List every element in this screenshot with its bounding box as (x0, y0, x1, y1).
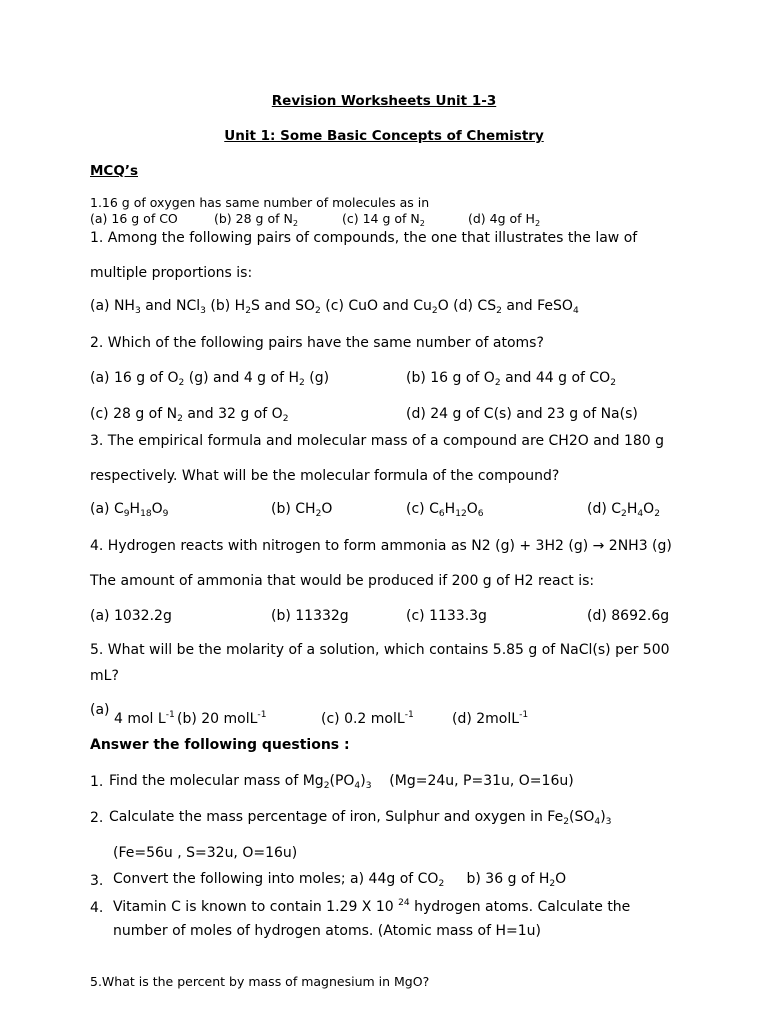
mcq4-option-a: (a) 1032.2g (90, 608, 172, 624)
mcq1-question-line1: 1. Among the following pairs of compounds, the one that illustrates the law of (90, 230, 638, 246)
mcq5-option-c: (c) 0.2 molL$^{-1}$ (321, 710, 414, 727)
unit-title: Unit 1: Some Basic Concepts of Chemistry (224, 128, 544, 144)
mcq5-option-d: (d) 2molL$^{-1}$ (452, 710, 529, 727)
mcq3-question-line1: 3. The empirical formula and molecular mass of a compound are CH2O and 180 g (90, 433, 665, 449)
answer-section-heading: Answer the following questions : (90, 737, 350, 753)
mcq2-option-b: (b) 16 g of $O_2$ and 44 g of $CO_2$ (406, 370, 617, 388)
answer-q1-text: Find the molecular mass of $Mg_2(PO_4)_3$ (Mg=24u, P=31u, O=16u) (109, 773, 574, 791)
mcq2-option-d: (d) 24 g of C(s) and 23 g of Na(s) (406, 406, 638, 422)
answer-q3-text: Convert the following into moles; a) 44g of $CO_2$ b) 36 g of $H_2O$ (113, 871, 567, 889)
mcq3-option-a: (a) $C_9H_{18}O_9$ (90, 501, 169, 519)
answer-q4-text: Vitamin C is known to contain 1.29 X 10 $^{24}$ hydrogen atoms. Calculate the (113, 898, 631, 915)
answer-q2-line2: (Fe=56u , S=32u, O=16u) (113, 845, 298, 861)
mcq1-question-line2: multiple proportions is: (90, 265, 253, 281)
mcq3-option-d: (d) $C_2H_4O_2$ (587, 501, 660, 519)
mcq-heading: MCQ’s (90, 163, 138, 179)
mcq4-option-c: (c) 1133.3g (406, 608, 487, 624)
mcq3-option-c: (c) $C_6H_{12}O_6$ (406, 501, 484, 519)
mcq0-option-b: (b) 28 g of $N_2$ (214, 211, 298, 228)
mcq3-option-b: (b) $CH_2O$ (271, 501, 333, 519)
answer-q2-number: 2. (90, 810, 104, 826)
mcq5-option-b: (b) 20 molL$^{-1}$ (177, 710, 267, 727)
answer-q4-line2: number of moles of hydrogen atoms. (Atomic mass of H=1u) (113, 923, 541, 939)
mcq0-option-a: (a) 16 g of CO (90, 211, 178, 226)
answer-q1-number: 1. (90, 774, 104, 790)
answer-q3-number: 3. (90, 873, 104, 889)
mcq1-options: (a) $NH_3$ and NCl$_3$ (b) $H_2S$ and $SO_2$ (c) CuO and $Cu_2O$ (d) $CS_2$ and FeSO$_4$ (90, 298, 579, 316)
mcq2-option-c: (c) 28 g of $N_2$ and 32 g of $O_2$ (90, 406, 289, 424)
mcq4-option-b: (b) 11332g (271, 608, 349, 624)
mcq4-option-d: (d) 8692.6g (587, 608, 670, 624)
mcq5-option-a: 4 mol $L^{-1}$ (114, 710, 175, 727)
mcq3-question-line2: respectively. What will be the molecular formula of the compound? (90, 468, 560, 484)
mcq2-question: 2. Which of the following pairs have the same number of atoms? (90, 335, 544, 351)
mcq0-option-c: (c) 14 g of $N_2$ (342, 211, 425, 228)
answer-q2-text: Calculate the mass percentage of iron, Sulphur and oxygen in $Fe_2(SO_4)_3$ (109, 809, 612, 827)
answer-q4-number: 4. (90, 900, 104, 916)
mcq5-question-line2: mL? (90, 668, 119, 684)
answer-q5-text: 5.What is the percent by mass of magnesium in MgO? (90, 974, 430, 989)
mcq5-option-a-label: (a) (90, 702, 110, 718)
mcq5-question-line1: 5. What will be the molarity of a solution, which contains 5.85 g of NaCl(s) per 500 (90, 642, 670, 658)
mcq0-option-d: (d) 4g of $H_2$ (468, 211, 541, 228)
mcq4-question-line1: 4. Hydrogen reacts with nitrogen to form ammonia as N2 (g) + 3H2 (g) → 2NH3 (g) (90, 538, 672, 554)
worksheet-title: Revision Worksheets Unit 1-3 (271, 93, 497, 109)
mcq2-option-a: (a) 16 g of $O_2$ (g) and 4 g of $H_2$ (g) (90, 370, 330, 388)
mcq0-question: 1.16 g of oxygen has same number of molecules as in (90, 195, 430, 210)
mcq4-question-line2: The amount of ammonia that would be produced if 200 g of H2 react is: (90, 573, 595, 589)
